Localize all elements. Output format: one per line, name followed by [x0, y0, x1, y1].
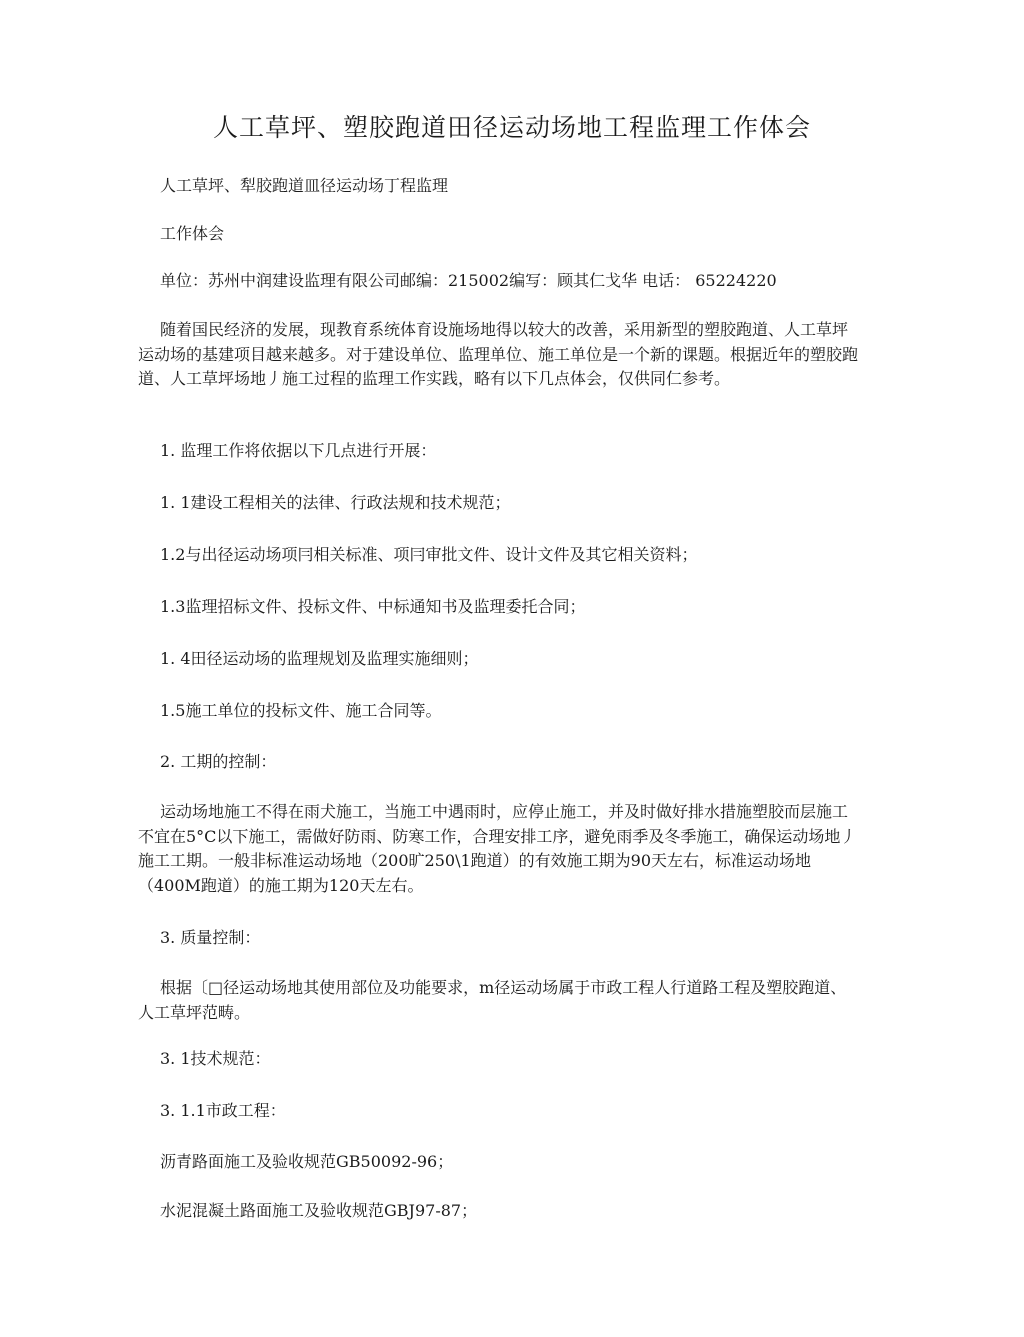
list-item-1-4: 1. 4田径运动场的监理规划及监理实施细则；	[160, 649, 479, 668]
list-item-1-1: 1. 1建设工程相关的法律、行政法规和技术规范；	[160, 493, 511, 512]
list-item-1-2: 1.2与出径运动场项冃相关标准、项冃审批文件、设计文件及其它相关资料；	[160, 545, 698, 564]
spec-item-2: 水泥混凝土路面施工及验收规范GBJ97-87；	[160, 1201, 478, 1220]
spec-item-1: 沥青路面施工及验收规范GB50092-96；	[160, 1152, 454, 1171]
subtitle-line-1: 人工草坪、犁胶跑道皿径运动场丁程监理	[160, 176, 449, 195]
section-2-heading: 2. 工期的控制：	[160, 752, 277, 771]
section-3-paragraph: 根据〔□径运动场地其使用部位及功能要求，m径运动场属于市政工程人行道路工程及塑胶跑道、人工草坪范畴。	[138, 978, 847, 1022]
section-2-paragraph: 运动场地施工不得在雨犬施工，当施工中遇雨时，应停止施工，并及时做好排水措施塑胶而层施工不宜在5°C以下施工，需做好防雨、防寒工作，合理安排工序，避免雨季及冬季施工，确保运动场地丿施工工期。一般非标准运动场地（200旷250\1跑道）的有效施工期为90天左右，标准运动场地（400M跑道）的施工期为120天左右。	[138, 802, 857, 895]
list-item-3-1: 3. 1技术规范：	[160, 1049, 271, 1068]
document-title: 人工草坪、塑胶跑道田径运动场地工程监理工作体会	[212, 113, 811, 142]
subtitle-line-2: 工作体会	[160, 224, 225, 243]
list-item-1-3: 1.3监理招标文件、投标文件、中标通知书及监理委托合同；	[160, 597, 586, 616]
list-item-1-5: 1.5施工单位的投标文件、施工合同等。	[160, 701, 442, 720]
list-item-3-1-1: 3. 1.1市政工程：	[160, 1101, 286, 1120]
section-3-heading: 3. 质量控制：	[160, 928, 261, 947]
intro-paragraph: 随着国民经济的发展，现教育系统体育设施场地得以较大的改善，采用新型的塑胶跑道、人工草坪运动场的基建项目越来越多。对于建设单位、监理单位、施工单位是一个新的课题。根据近年的塑胶跑道、人工草坪场地丿施工过程的监理工作实践，略有以下几点体会，仅供同仁参考。	[138, 320, 859, 388]
author-info-line: 单位：苏州中润建设监理有限公司邮编：215002编写：顾其仁戈华 电话： 65224220	[160, 271, 777, 290]
section-1-heading: 1. 监理工作将依据以下几点进行开展：	[160, 441, 437, 460]
